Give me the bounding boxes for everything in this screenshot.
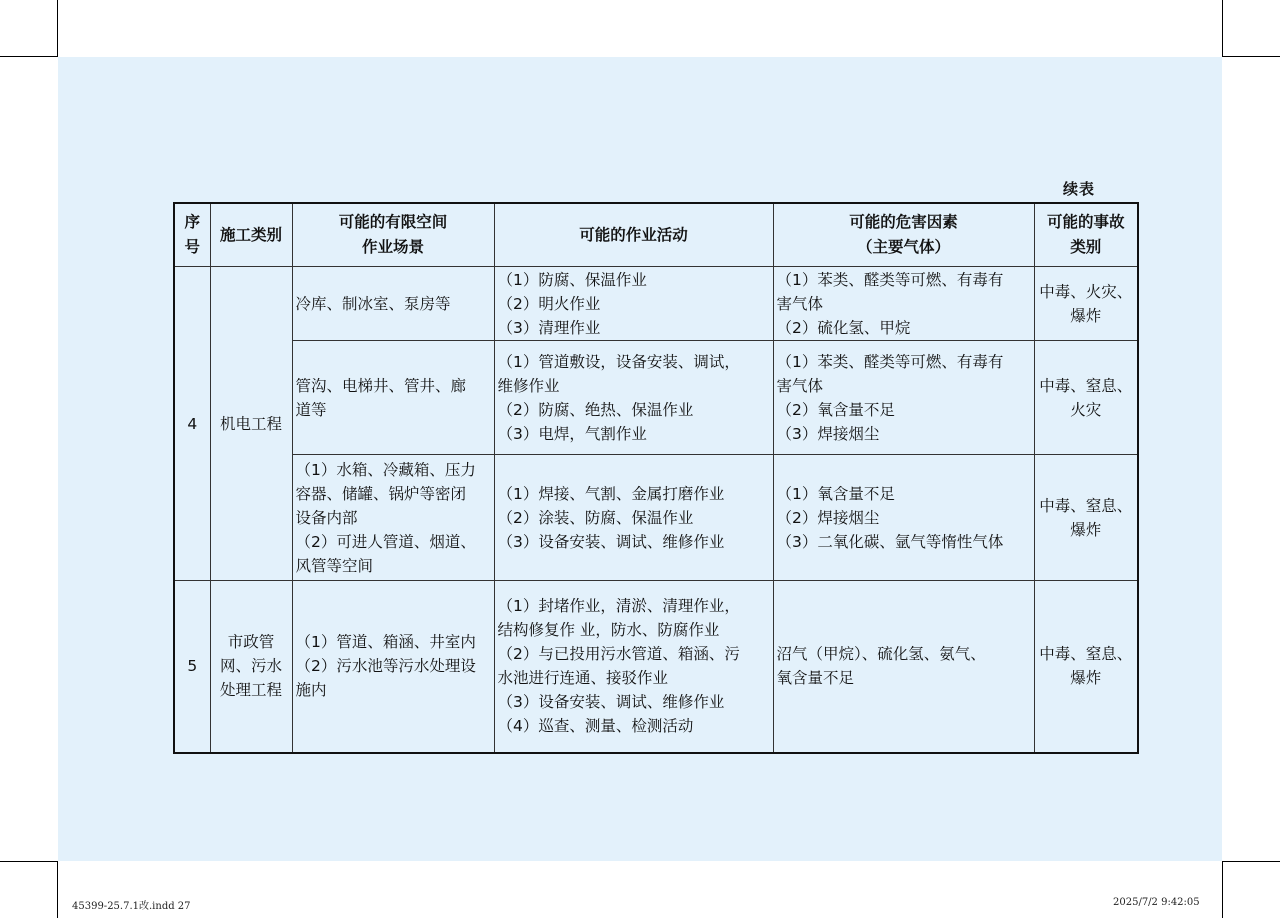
cell-scene-line: 风管等空间 xyxy=(295,556,374,575)
table-row xyxy=(174,267,1138,341)
crop-mark xyxy=(57,861,58,918)
cell-activity-line: （1）管道敷设，设备安装、调试， xyxy=(497,352,740,371)
row-category xyxy=(210,581,292,753)
header-category: 施工类别 xyxy=(210,203,292,267)
cell-scene-line: （2）污水池等污水处理设 xyxy=(295,657,476,676)
cell-scene-line: 管沟、电梯井、管井、廊 xyxy=(295,376,467,395)
cell-activity-line: （1）焊接、气割、金属打磨作业 xyxy=(497,484,725,503)
cell-activity-line: （2）涂装、防腐、保温作业 xyxy=(497,508,694,527)
cell-scene xyxy=(292,581,494,753)
row-category xyxy=(210,267,292,581)
cell-hazard-line: （1）氧含量不足 xyxy=(776,484,895,503)
cell-hazard xyxy=(773,341,1034,455)
cell-activity-line: （3）设备安装、调试、维修作业 xyxy=(497,693,725,712)
cell-scene xyxy=(292,341,494,455)
table-row xyxy=(174,341,1138,455)
header-seq: 序 号 xyxy=(174,203,210,267)
cell-accident-line: 爆炸 xyxy=(1070,520,1102,539)
cell-hazard-line: （3）二氧化碳、氩气等惰性气体 xyxy=(776,532,1004,551)
cell-activity-line: （2）明火作业 xyxy=(497,294,601,313)
table-row xyxy=(174,581,1138,753)
cell-activity xyxy=(494,455,773,581)
cell-activity-line: 水池进行连通、接驳作业 xyxy=(497,669,669,688)
hazard-table xyxy=(173,202,1139,754)
cell-activity-line: （3）清理作业 xyxy=(497,318,601,337)
header-activity: 可能的作业活动 xyxy=(494,203,773,267)
cell-accident-line: 中毒、窒息、 xyxy=(1039,496,1133,515)
cell-activity-line: （4）巡查、测量、检测活动 xyxy=(497,717,694,736)
cell-accident xyxy=(1034,341,1138,455)
cell-accident xyxy=(1034,581,1138,753)
row-seq: 4 xyxy=(174,267,210,581)
cell-scene-line: 设备内部 xyxy=(295,508,358,527)
table-header-row xyxy=(174,203,1138,267)
cell-activity xyxy=(494,341,773,455)
cell-scene-line: （2）可进人管道、烟道、 xyxy=(295,532,476,551)
cell-accident-line: 火灾 xyxy=(1070,400,1102,419)
cell-accident-line: 爆炸 xyxy=(1070,306,1102,325)
cell-hazard xyxy=(773,455,1034,581)
cell-scene-line: 容器、储罐、锅炉等密闭 xyxy=(295,484,467,503)
crop-mark xyxy=(1222,0,1223,57)
cell-activity-line: （2）防腐、绝热、保温作业 xyxy=(497,400,694,419)
cell-hazard-line: 氧含量不足 xyxy=(776,669,855,688)
cell-activity-line: （2）与已投用污水管道、箱涵、污 xyxy=(497,645,740,664)
cell-hazard-line: （1）苯类、醛类等可燃、有毒有 xyxy=(776,270,1004,289)
cell-activity-line: （1）防腐、保温作业 xyxy=(497,270,647,289)
footer-file-info: 45399-25.7.1改.indd 27 xyxy=(72,901,191,912)
crop-mark xyxy=(0,56,57,57)
crop-mark xyxy=(1222,861,1223,918)
cell-scene-line: 道等 xyxy=(295,400,327,419)
cell-hazard xyxy=(773,267,1034,341)
cell-scene xyxy=(292,455,494,581)
crop-mark xyxy=(1223,861,1280,862)
cell-activity xyxy=(494,581,773,753)
cell-hazard-line: （2）硫化氢、甲烷 xyxy=(776,318,911,337)
cell-scene xyxy=(292,267,494,341)
cell-accident-line: 中毒、窒息、 xyxy=(1039,376,1133,395)
row-category-line: 市政管 xyxy=(227,633,275,652)
row-category-line: 处理工程 xyxy=(219,681,282,700)
cell-accident-line: 爆炸 xyxy=(1070,669,1102,688)
row-seq: 5 xyxy=(174,581,210,753)
row-category-line: 机电工程 xyxy=(219,414,282,433)
cell-hazard-line: （3）焊接烟尘 xyxy=(776,424,880,443)
cell-activity xyxy=(494,267,773,341)
cell-activity-line: 结构修复作 业，防水、防腐作业 xyxy=(497,621,720,640)
cell-hazard-line: 害气体 xyxy=(776,376,824,395)
continued-label: 续表 xyxy=(1063,180,1096,198)
crop-mark xyxy=(1223,56,1280,57)
table-body xyxy=(174,267,1138,753)
cell-hazard-line: （2）氧含量不足 xyxy=(776,400,895,419)
cell-accident-line: 中毒、窒息、 xyxy=(1039,645,1133,664)
cell-accident xyxy=(1034,455,1138,581)
cell-accident xyxy=(1034,267,1138,341)
cell-scene-line: 施内 xyxy=(295,681,327,700)
cell-activity-line: 维修作业 xyxy=(497,376,560,395)
cell-activity-line: （1）封堵作业，清淤、清理作业， xyxy=(497,597,740,616)
cell-activity-line: （3）设备安装、调试、维修作业 xyxy=(497,532,725,551)
footer-timestamp: 2025/7/2 9:42:05 xyxy=(1113,897,1200,908)
header-scene: 可能的有限空间 作业场景 xyxy=(292,203,494,267)
cell-hazard xyxy=(773,581,1034,753)
header-accident: 可能的事故 类别 xyxy=(1034,203,1138,267)
row-category-line: 网、污水 xyxy=(219,657,282,676)
crop-mark xyxy=(0,861,57,862)
header-hazard: 可能的危害因素 （主要气体） xyxy=(773,203,1034,267)
cell-hazard-line: 沼气（甲烷）、硫化氢、氨气、 xyxy=(776,645,986,664)
cell-hazard-line: （1）苯类、醛类等可燃、有毒有 xyxy=(776,352,1004,371)
table-row xyxy=(174,455,1138,581)
cell-hazard-line: （2）焊接烟尘 xyxy=(776,508,880,527)
cell-hazard-line: 害气体 xyxy=(776,294,824,313)
cell-scene-line: （1）管道、箱涵、井室内 xyxy=(295,633,476,652)
cell-scene-line: （1）水箱、冷藏箱、压力 xyxy=(295,460,476,479)
cell-scene-line: 冷库、制冰室、泵房等 xyxy=(295,294,451,313)
cell-accident-line: 中毒、火灾、 xyxy=(1039,282,1133,301)
crop-mark xyxy=(57,0,58,57)
cell-activity-line: （3）电焊，气割作业 xyxy=(497,424,647,443)
